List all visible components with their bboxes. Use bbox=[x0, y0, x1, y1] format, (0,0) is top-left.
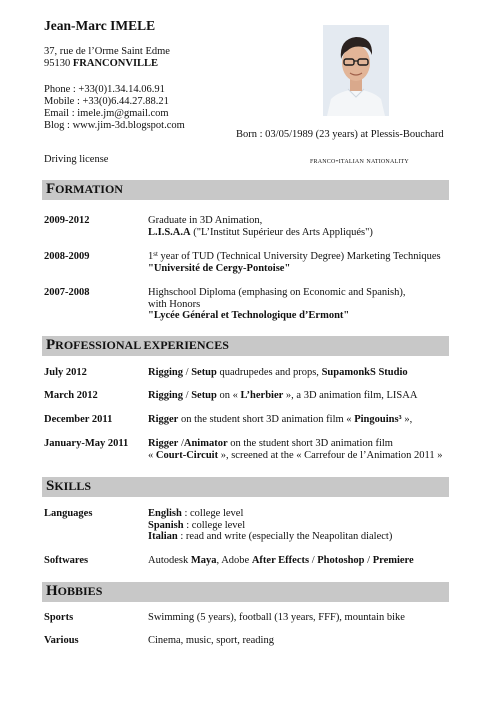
candidate-name: Jean-Marc IMELE bbox=[44, 18, 156, 33]
formation-period: 2009-2012 bbox=[44, 215, 90, 226]
skills-softwares: Autodesk Maya, Adobe After Effects / Photoshop / Premiere bbox=[148, 555, 414, 566]
portrait-photo bbox=[323, 25, 389, 116]
section-formation-header bbox=[42, 180, 449, 200]
skills-languages-label: Languages bbox=[44, 508, 93, 519]
experience-period: January-May 2011 bbox=[44, 438, 129, 449]
formation-entry: 1st year of TUD (Technical University Degree) Marketing Techniques "Université de Cergy-Pontoise" bbox=[148, 250, 441, 274]
section-title: PROFESSIONAL EXPERIENCES bbox=[46, 337, 229, 353]
skills-languages: English : college level Spanish : college level Italian : read and write (especially the Neapolitan dialect) bbox=[148, 508, 393, 542]
hobbies-sports-label: Sports bbox=[44, 612, 74, 623]
birth-info: Born : 03/05/1989 (23 years) at Plessis-Bouchard bbox=[236, 129, 444, 140]
experience-entry: Rigger /Animator on the student short 3D animation film « Court-Circuit », screened at the « Carrefour de l’Animation 2011 » bbox=[148, 438, 443, 461]
section-hobbies-header bbox=[42, 582, 449, 602]
mobile: Mobile : +33(0)6.44.27.88.21 bbox=[44, 96, 169, 107]
skills-softwares-label: Softwares bbox=[44, 555, 89, 566]
experience-entry: Rigger on the student short 3D animation film « Pingouins³ », bbox=[148, 414, 413, 425]
address-line: 37, rue de l’Orme Saint Edme bbox=[44, 46, 170, 57]
experience-period: March 2012 bbox=[44, 390, 98, 401]
experience-entry: Rigging / Setup quadrupedes and props, SupamonkS Studio bbox=[148, 367, 408, 378]
section-experience-header bbox=[42, 336, 449, 356]
section-title: HOBBIES bbox=[46, 583, 103, 599]
blog: Blog : www.jim-3d.blogspot.com bbox=[44, 120, 185, 131]
hobbies-various-label: Various bbox=[44, 635, 79, 646]
experience-period: July 2012 bbox=[44, 367, 87, 378]
section-title: FORMATION bbox=[46, 181, 123, 197]
city: FRANCONVILLE bbox=[72, 58, 159, 69]
experience-entry: Rigging / Setup on « L’herbier », a 3D animation film, LISAA bbox=[148, 390, 418, 401]
portrait-photo-graphic bbox=[323, 25, 389, 116]
section-skills-header bbox=[42, 477, 449, 497]
formation-entry: Highschool Diploma (emphasing on Economic and Spanish), with Honors "Lycée Général et Technologique d’Ermont" bbox=[148, 287, 406, 321]
phone: Phone : +33(0)1.34.14.06.91 bbox=[44, 84, 165, 95]
postal-code: 95130 bbox=[44, 58, 71, 69]
hobbies-various: Cinema, music, sport, reading bbox=[148, 635, 274, 646]
experience-period: December 2011 bbox=[44, 414, 113, 425]
email: Email : imele.jm@gmail.com bbox=[44, 108, 169, 119]
nationality: franco-italian nationality bbox=[310, 155, 409, 165]
city-line bbox=[44, 58, 158, 69]
section-title: SKILLS bbox=[46, 478, 92, 494]
hobbies-sports: Swimming (5 years), football (13 years, FFF), mountain bike bbox=[148, 612, 405, 623]
formation-period: 2008-2009 bbox=[44, 251, 90, 262]
driving-license: Driving license bbox=[44, 154, 109, 165]
formation-period: 2007-2008 bbox=[44, 287, 90, 298]
formation-entry: Graduate in 3D Animation, L.I.S.A.A ("L’Institut Supérieur des Arts Appliqués") bbox=[148, 215, 373, 238]
